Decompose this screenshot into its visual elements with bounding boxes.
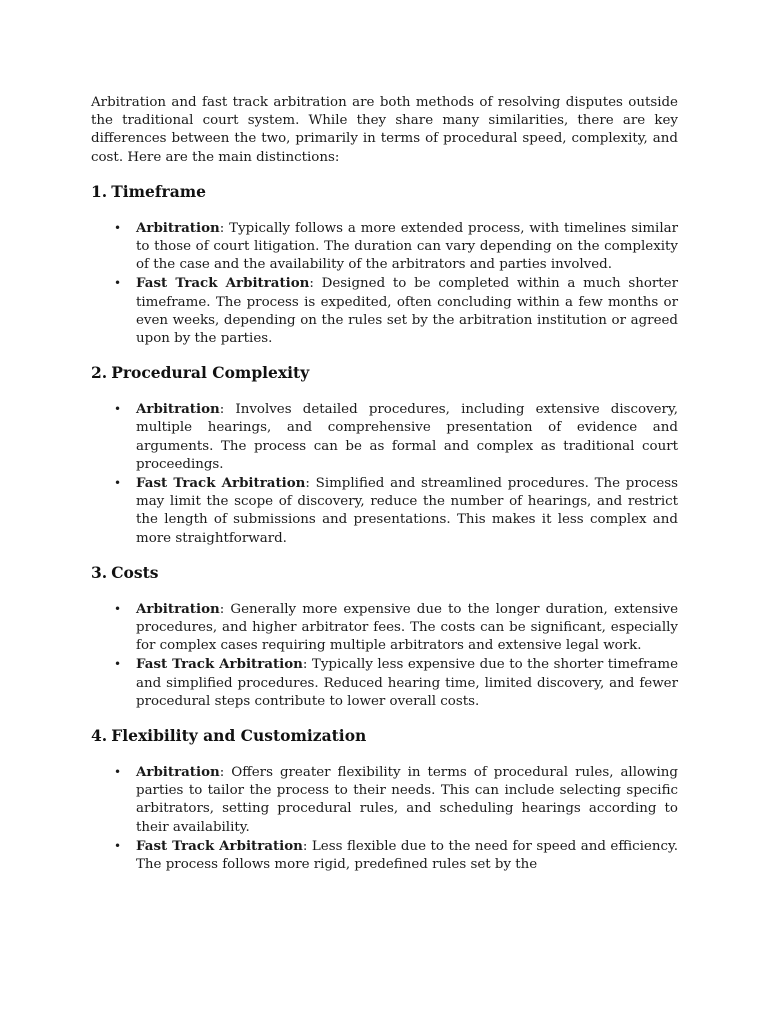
bullet-icon: • bbox=[114, 402, 122, 417]
section-costs bbox=[91, 563, 678, 711]
section-number: 1. bbox=[91, 181, 108, 201]
section-heading bbox=[91, 182, 678, 202]
list-item-text: : Involves detailed procedures, including extensive discovery, multiple hearings, and comprehensive presentation of evidence and arguments. The process can be as formal and complex as traditional court proceedings. bbox=[136, 402, 678, 472]
list-item-text: : Simplified and streamlined procedures. The process may limit the scope of discovery, reduce the number of hearings, and restrict the length of submissions and presentations. This makes it less complex and more straightforward. bbox=[136, 476, 679, 546]
intro-paragraph: Arbitration and fast track arbitration are both methods of resolving disputes outside the traditional court system. While they share many similarities, there are key differences between the two, primarily in terms of procedural speed, complexity, and cost. Here are the main distinctions: bbox=[91, 95, 678, 165]
bullet-list bbox=[91, 763, 678, 874]
section-flexibility bbox=[91, 726, 678, 874]
list-item bbox=[114, 763, 678, 837]
list-item bbox=[114, 400, 678, 474]
section-title: Flexibility and Customization bbox=[111, 726, 367, 746]
list-item-term: Fast Track Arbitration bbox=[136, 275, 310, 292]
list-item-term: Fast Track Arbitration bbox=[136, 837, 303, 854]
list-item bbox=[114, 600, 678, 656]
bullet-icon: • bbox=[114, 601, 122, 616]
list-item bbox=[114, 219, 678, 275]
document-page bbox=[91, 94, 678, 874]
list-item-term: Fast Track Arbitration bbox=[136, 656, 303, 673]
list-item-term: Arbitration bbox=[136, 219, 220, 236]
section-number: 2. bbox=[91, 363, 108, 383]
list-item-text: : Designed to be completed within a much shorter timeframe. The process is expedited, often concluding within a few months or even weeks, depending on the rules set by the arbitration institution or agreed upon by the parties. bbox=[136, 276, 678, 347]
section-title: Costs bbox=[111, 562, 159, 582]
list-item-text: : Typically less expensive due to the shorter timeframe and simplified procedures. Reduced hearing time, limited discovery, and fewer procedural steps contribute to lower overall costs. bbox=[136, 657, 678, 709]
section-number: 4. bbox=[91, 726, 108, 746]
bullet-list bbox=[91, 400, 678, 548]
list-item-term: Arbitration bbox=[136, 600, 220, 617]
section-timeframe bbox=[91, 182, 678, 348]
list-item-term: Fast Track Arbitration bbox=[136, 475, 306, 492]
list-item bbox=[114, 655, 678, 711]
bullet-icon: • bbox=[114, 838, 122, 853]
section-heading bbox=[91, 726, 678, 746]
list-item bbox=[114, 274, 678, 348]
bullet-icon: • bbox=[114, 220, 122, 235]
section-heading bbox=[91, 363, 678, 383]
list-item bbox=[114, 474, 679, 548]
list-item-text: : Offers greater flexibility in terms of procedural rules, allowing parties to tailor the process to their needs. This can include selecting specific arbitrators, setting procedural rules, and scheduling hearings according to their availability. bbox=[136, 765, 678, 835]
bullet-icon: • bbox=[114, 765, 122, 780]
list-item-text: : Less flexible due to the need for speed and efficiency. The process follows more rigid, predefined rules set by the bbox=[136, 838, 678, 873]
section-title: Timeframe bbox=[111, 181, 207, 201]
bullet-icon: • bbox=[114, 476, 122, 491]
list-item-text: : Generally more expensive due to the longer duration, extensive procedures, and higher arbitrator fees. The costs can be significant, especially for complex cases requiring multiple arbitrators and extensive legal work. bbox=[136, 601, 678, 654]
section-number: 3. bbox=[91, 562, 108, 582]
list-item-term: Arbitration bbox=[136, 764, 220, 781]
section-title: Procedural Complexity bbox=[111, 363, 310, 383]
bullet-list bbox=[91, 219, 678, 348]
bullet-icon: • bbox=[114, 657, 122, 672]
list-item bbox=[114, 837, 678, 874]
bullet-list bbox=[91, 600, 678, 711]
section-heading bbox=[91, 563, 678, 583]
list-item-term: Arbitration bbox=[136, 401, 220, 418]
list-item-text: : Typically follows a more extended process, with timelines similar to those of court litigation. The duration can vary depending on the complexity of the case and the availability of the arbitrators and parties involved. bbox=[136, 220, 678, 273]
bullet-icon: • bbox=[114, 276, 122, 291]
section-procedural-complexity bbox=[91, 363, 678, 548]
